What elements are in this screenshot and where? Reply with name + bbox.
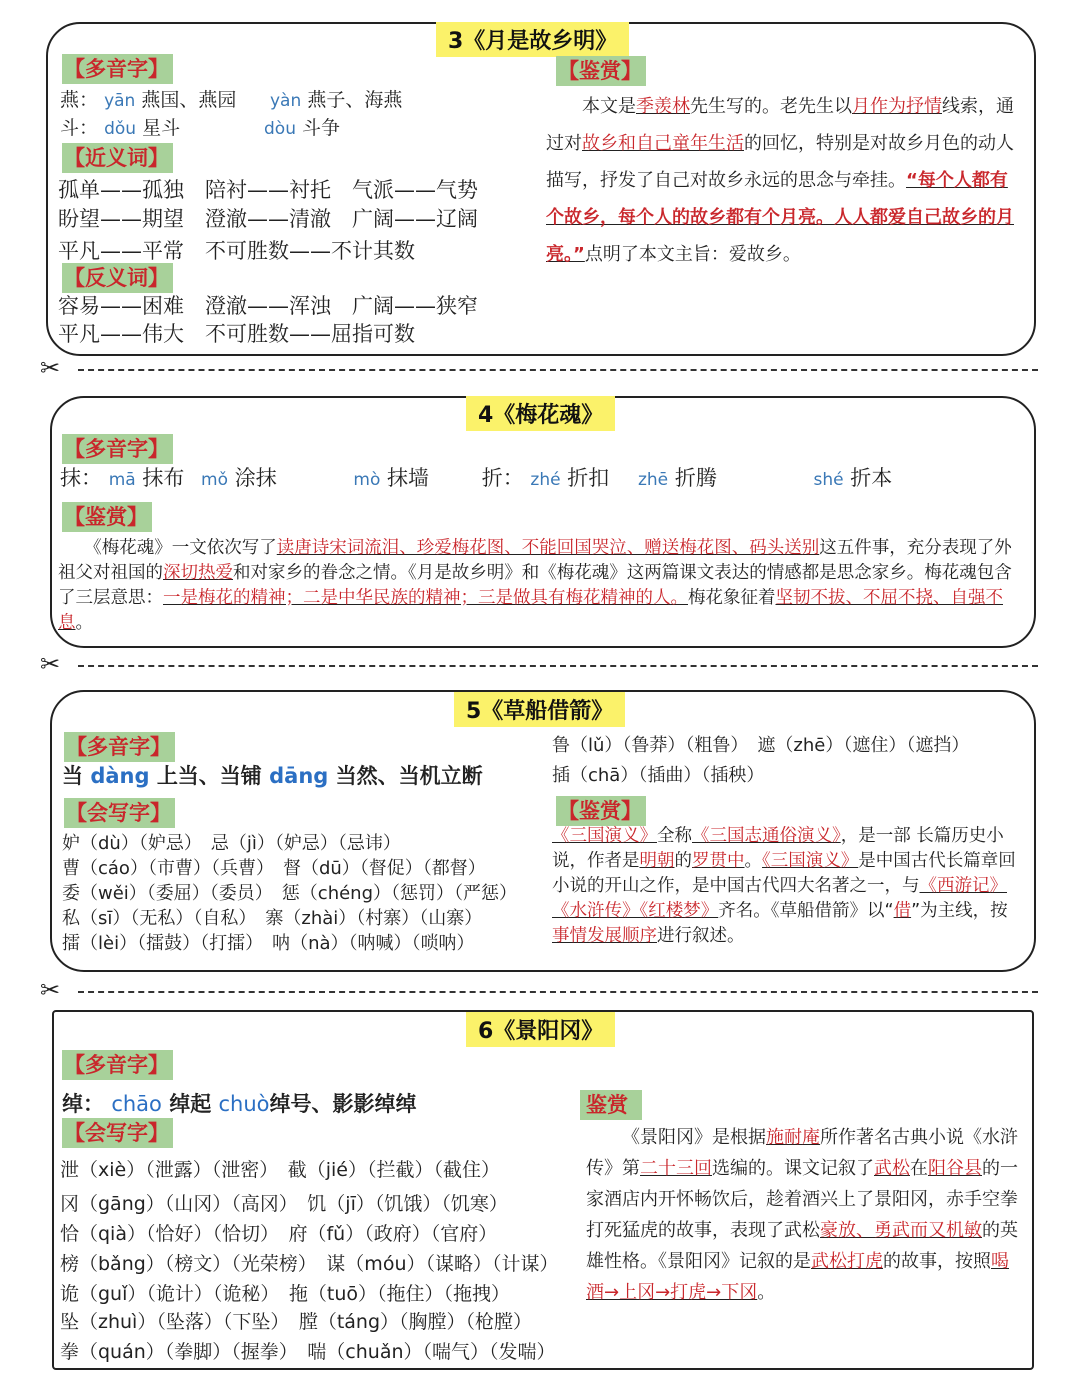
s6-write-tag: 【会写字】 bbox=[62, 1118, 173, 1148]
s3-polyphone-tag: 【多音字】 bbox=[62, 54, 173, 84]
s6-polyphone-tag: 【多音字】 bbox=[62, 1050, 173, 1080]
cut-line-3 bbox=[38, 976, 1038, 1006]
s5-appreciation-tag: 【鉴赏】 bbox=[556, 796, 646, 826]
s3-poly-row-1b: yàn 燕子、海燕 bbox=[270, 89, 403, 111]
s5-write-4: 私（sī）（无私）（自私） 寨（zhài）（村寨）（山寨） bbox=[62, 908, 483, 929]
s4-poly-row: 抹： mā 抹布 mǒ 涂抹 mò 抹墙 折： zhé 折扣 zhē 折腾 shé 折本 bbox=[60, 466, 893, 490]
s4-appreciation-tag: 【鉴赏】 bbox=[62, 502, 152, 532]
s3-synonym-tag: 【近义词】 bbox=[62, 143, 173, 173]
s5-write-tag: 【会写字】 bbox=[64, 798, 175, 828]
s3-ant-2: 平凡——伟大 不可胜数——屈指可数 bbox=[58, 322, 415, 346]
s3-appreciation-text: 本文是季羡林先生写的。老先生以月作为抒情线索，通过对故乡和自己童年生活的回忆，特别是对故乡月色的动人描写，抒发了自己对故乡永远的思念与牵挂。“每个人都有个故乡，每个人的故乡都有个月亮。人人都爱自己故乡的月亮。”点明了本文主旨：爱故乡。 bbox=[546, 96, 1014, 265]
cut-line-1 bbox=[38, 354, 1038, 384]
s4-appreciation-text: 《梅花魂》一文依次写了读唐诗宋词流泪、珍爱梅花图、不能回国哭泣、赠送梅花图、码头送别这五件事，充分表现了外祖父对祖国的深切热爱和对家乡的眷念之情。《月是故乡明》和《梅花魂》这两篇课文表达的情感都是思念家乡。梅花魂包含了三层意思：一是梅花的精神；二是中华民族的精神；三是做具有梅花精神的人。梅花象征着坚韧不拔、不屈不挠、自强不息。 bbox=[58, 538, 1012, 633]
s5-polyphone-tag: 【多音字】 bbox=[64, 732, 175, 762]
s6-appreciation-tag: 鉴赏 bbox=[580, 1090, 642, 1120]
scissors-icon: ✂ bbox=[40, 976, 61, 1004]
s5-write-2: 曹（cáo）（市曹）（兵曹） 督（dū）（督促）（都督） bbox=[62, 858, 486, 879]
cut-line-2 bbox=[38, 650, 1038, 680]
scissors-icon: ✂ bbox=[40, 650, 61, 678]
s3-poly-row-2b: dòu 斗争 bbox=[264, 117, 341, 139]
s4-polyphone-tag: 【多音字】 bbox=[62, 434, 173, 464]
s6-write-1: 泄（xiè）（泄露）（泄密） 截（jié）（拦截）（截住） bbox=[60, 1159, 500, 1181]
scissors-icon: ✂ bbox=[40, 354, 61, 382]
s3-antonym-tag: 【反义词】 bbox=[62, 263, 173, 293]
s6-write-6: 坠（zhuì）（坠落）（下坠） 膛（táng）（胸膛）（枪膛） bbox=[60, 1311, 533, 1333]
s6-poly-row: 绰： chāo 绰起 chuò绰号、影影绰绰 bbox=[62, 1092, 417, 1116]
s3-appreciation-tag: 【鉴赏】 bbox=[556, 56, 646, 86]
s5-write-1: 妒（dù）（妒忌） 忌（jì）（妒忌）（忌讳） bbox=[62, 833, 401, 854]
s5-write-3: 委（wěi）（委屈）（委员） 惩（chéng）（惩罚）（严惩） bbox=[62, 883, 518, 904]
s5-write-5: 擂（lèi）（擂鼓）（打擂） 呐（nà）（呐喊）（唢呐） bbox=[62, 933, 475, 954]
s5-extra-2: 插（chā）（插曲）（插秧） bbox=[552, 765, 765, 786]
s5-extra-1: 鲁（lǔ）（鲁莽）（粗鲁） 遮（zhē）（遮住）（遮挡） bbox=[552, 735, 970, 756]
s6-write-3: 恰（qià）（恰好）（恰切） 府（fǔ）（政府）（官府） bbox=[60, 1223, 498, 1245]
s6-appreciation-text: 《景阳冈》是根据施耐庵所作著名古典小说《水浒传》第二十三回选编的。课文记叙了武松在阳谷县的一家酒店内开怀畅饮后，趁着酒兴上了景阳冈，赤手空拳打死猛虎的故事，表现了武松豪放、勇武而又机敏的英雄性格。《景阳冈》记叙的是武松打虎的故事，按照喝酒→上冈→打虎→下冈。 bbox=[586, 1127, 1018, 1303]
s3-poly-row-1: 燕： yān 燕国、燕园 bbox=[60, 89, 237, 111]
s3-ant-1: 容易——困难 澄澈——浑浊 广阔——狭窄 bbox=[58, 294, 478, 318]
s6-write-4: 榜（bǎng）（榜文）（光荣榜） 谋（móu）（谋略）（计谋） bbox=[60, 1253, 559, 1275]
section-6-title: 6《景阳冈》 bbox=[466, 1012, 615, 1047]
s3-syn-1: 孤单——孤独 陪衬——衬托 气派——气势 bbox=[58, 178, 478, 202]
s5-poly-row: 当 dàng 上当、当铺 dāng 当然、当机立断 bbox=[62, 764, 483, 788]
s5-appreciation-text: 《三国演义》全称《三国志通俗演义》，是一部 长篇历史小说，作者是明朝的罗贯中。《三国演义》是中国古代长篇章回小说的开山之作，是中国古代四大名著之一，与《西游记》《水浒传》《红楼梦》齐名。《草船借箭》以“借”为主线，按事情发展顺序进行叙述。 bbox=[552, 826, 1016, 946]
s3-poly-row-2: 斗： dǒu 星斗 bbox=[60, 117, 181, 139]
s6-write-7: 拳（quán）（拳脚）（握拳） 喘（chuǎn）（喘气）（发喘） bbox=[60, 1341, 556, 1363]
s3-syn-2: 盼望——期望 澄澈——清澈 广阔——辽阔 bbox=[58, 207, 478, 231]
section-4-title: 4《梅花魂》 bbox=[466, 396, 615, 431]
section-3-title: 3《月是故乡明》 bbox=[436, 22, 629, 57]
s3-syn-3: 平凡——平常 不可胜数——不计其数 bbox=[58, 239, 415, 263]
s6-write-2: 冈（gāng）（山冈）（高冈） 饥（jī）（饥饿）（饥寒） bbox=[60, 1193, 508, 1215]
s6-write-5: 诡（guǐ）（诡计）（诡秘） 拖（tuō）（拖住）（拖拽） bbox=[60, 1283, 510, 1305]
section-5-title: 5《草船借箭》 bbox=[454, 692, 625, 727]
